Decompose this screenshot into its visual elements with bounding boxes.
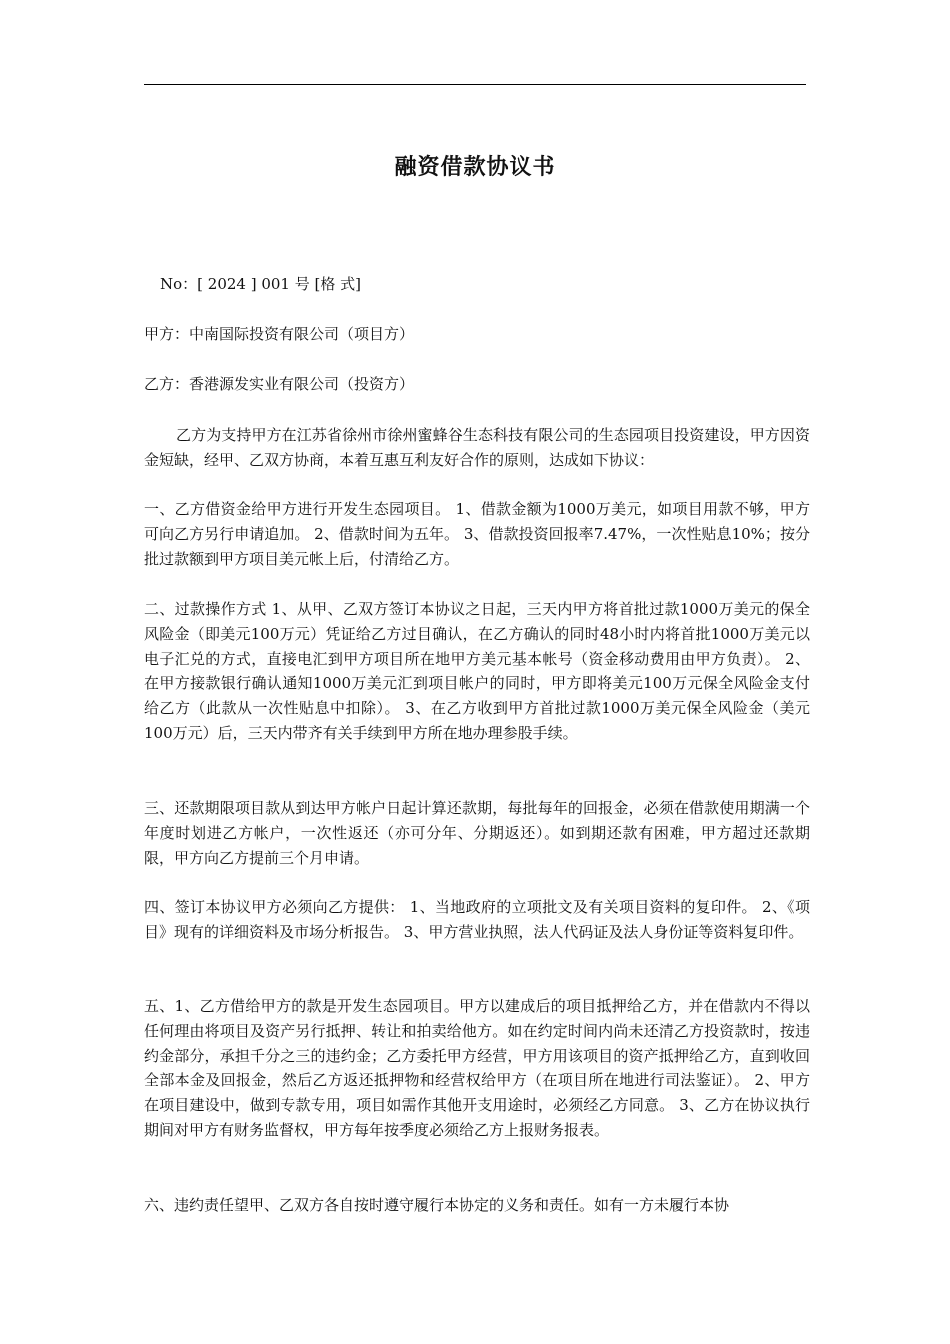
header-rule — [144, 84, 806, 85]
section-6: 六、违约责任望甲、乙双方各自按时遵守履行本协定的义务和责任。如有一方未履行本协 — [144, 1196, 730, 1214]
document-title: 融资借款协议书 — [394, 155, 556, 180]
section-1: 一、乙方借资金给甲方进行开发生态园项目。 1、借款金额为1000万美元，如项目用款不够，甲方可向乙方另行申请追加。 2、借款时间为五年。 3、借款投资回报率7.47%，一次性贴息10%；按分批过款额到甲方项目美元帐上后，付清给乙方。 — [144, 500, 810, 568]
agreement-number: No：[ 2024 ] 001 号 [格 式] — [160, 275, 361, 293]
section-5: 五、1、乙方借给甲方的款是开发生态园项目。甲方以建成后的项目抵押给乙方，并在借款内不得以任何理由将项目及资产另行抵押、转让和拍卖给他方。如在约定时间内尚未还清乙方投资款时，按违约金部分，承担千分之三的违约金；乙方委托甲方经营，甲方用该项目的资产抵押给乙方，直到收回全部本金及回报金，然后乙方返还抵押物和经营权给甲方（在项目所在地进行司法鉴证）。 2、甲方在项目建设中，做到专款专用，项目如需作其他开支用途时，必须经乙方同意。 3、乙方在协议执行期间对甲方有财务监督权，甲方每年按季度必须给乙方上报财务报表。 — [144, 997, 810, 1139]
party-a: 甲方：中南国际投资有限公司（项目方） — [144, 325, 415, 343]
intro-paragraph: 乙方为支持甲方在江苏省徐州市徐州蜜蜂谷生态科技有限公司的生态园项目投资建设，甲方因资金短缺，经甲、乙双方协商，本着互惠互利友好合作的原则，达成如下协议： — [144, 426, 810, 469]
section-3: 三、还款期限项目款从到达甲方帐户日起计算还款期，每批每年的回报金，必须在借款使用期满一个年度时划进乙方帐户，一次性返还（亦可分年、分期返还）。如到期还款有困难，甲方超过还款期限，甲方向乙方提前三个月申请。 — [144, 799, 810, 867]
section-4: 四、签订本协议甲方必须向乙方提供： 1、当地政府的立项批文及有关项目资料的复印件。 2、《项目》现有的详细资料及市场分析报告。 3、甲方营业执照，法人代码证及法人身份证等资料复印件。 — [144, 898, 810, 941]
section-2: 二、过款操作方式 1、从甲、乙双方签订本协议之日起，三天内甲方将首批过款1000万美元的保全风险金（即美元100万元）凭证给乙方过目确认，在乙方确认的同时48小时内将首批1000万美元以电子汇兑的方式，直接电汇到甲方项目所在地甲方美元基本帐号（资金移动费用由甲方负责）。 2、在甲方接款银行确认通知1000万美元汇到项目帐户的同时，甲方即将美元100万元保全风险金支付给乙方（此款从一次性贴息中扣除）。 3、在乙方收到甲方首批过款1000万美元保全风险金（美元100万元）后，三天内带齐有关手续到甲方所在地办理参股手续。 — [144, 600, 810, 742]
party-b: 乙方：香港源发实业有限公司（投资方） — [144, 375, 415, 393]
